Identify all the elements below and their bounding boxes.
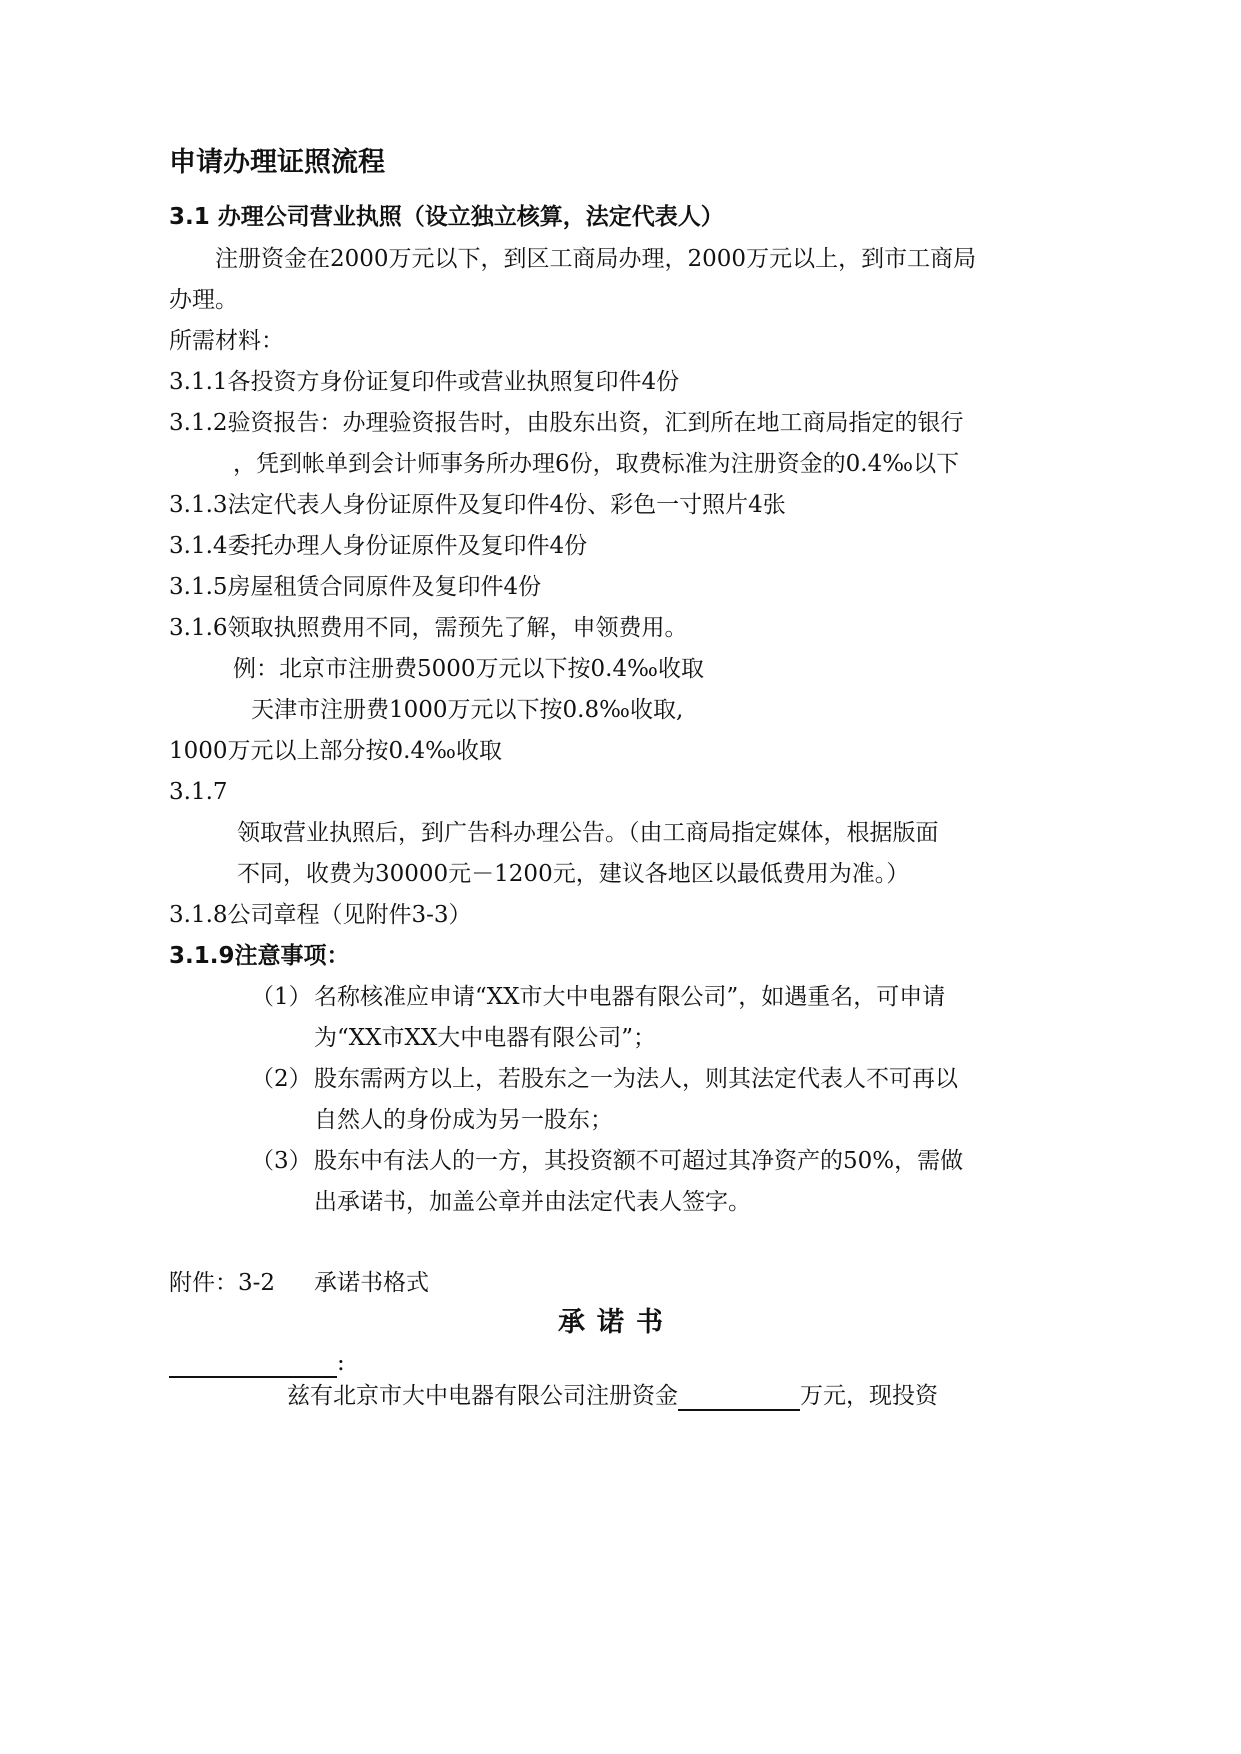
addressee-blank bbox=[169, 1352, 337, 1378]
section-heading: 3.1 办理公司营业执照（设立独立核算，法定代表人） bbox=[169, 204, 724, 230]
example-line-2: 天津市注册费1000万元以下按0.8‰收取, bbox=[251, 697, 684, 723]
example-line-1: 例：北京市注册费5000万元以下按0.4‰收取 bbox=[233, 656, 704, 682]
item-3-1-2-line-2: ，凭到帐单到会计师事务所办理6份，取费标准为注册资金的0.4‰以下 bbox=[233, 451, 960, 477]
note-3-line-2: 出承诺书，加盖公章并由法定代表人签字。 bbox=[314, 1189, 751, 1215]
note-2-line-2: 自然人的身份成为另一股东； bbox=[314, 1107, 613, 1133]
item-3-1-7-number: 3.1.7 bbox=[169, 779, 228, 805]
pledge-colon: : bbox=[337, 1350, 345, 1376]
item-3-1-1: 3.1.1各投资方身份证复印件或营业执照复印件4份 bbox=[169, 369, 680, 395]
note-3-number: （3） bbox=[251, 1148, 312, 1174]
pledge-body-end: 万元，现投资 bbox=[800, 1383, 938, 1409]
pledge-body-line bbox=[287, 1381, 938, 1411]
example-line-3: 1000万元以上部分按0.4‰收取 bbox=[169, 738, 502, 764]
item-3-1-7-line-2: 不同，收费为30000元－1200元，建议各地区以最低费用为准。） bbox=[237, 861, 910, 887]
document-title: 申请办理证照流程 bbox=[169, 147, 385, 178]
pledge-addressee-row bbox=[169, 1348, 345, 1378]
item-3-1-3: 3.1.3法定代表人身份证原件及复印件4份、彩色一寸照片4张 bbox=[169, 492, 786, 518]
item-3-1-9: 3.1.9注意事项： bbox=[169, 943, 350, 969]
item-3-1-8: 3.1.8公司章程（见附件3-3） bbox=[169, 902, 472, 928]
attachment-label: 附件：3-2 bbox=[169, 1270, 276, 1296]
attachment-title: 承诺书格式 bbox=[314, 1270, 429, 1296]
note-1-line-1: 名称核准应申请“XX市大中电器有限公司”，如遇重名，可申请 bbox=[314, 984, 946, 1010]
item-3-1-4: 3.1.4委托办理人身份证原件及复印件4份 bbox=[169, 533, 588, 559]
materials-label: 所需材料： bbox=[169, 328, 284, 354]
intro-line-2: 办理。 bbox=[169, 287, 238, 313]
item-3-1-5: 3.1.5房屋租赁合同原件及复印件4份 bbox=[169, 574, 542, 600]
note-1-number: （1） bbox=[251, 984, 312, 1010]
item-3-1-7-line-1: 领取营业执照后，到广告科办理公告。（由工商局指定媒体，根据版面 bbox=[237, 820, 939, 846]
note-2-line-1: 股东需两方以上，若股东之一为法人，则其法定代表人不可再以 bbox=[314, 1066, 958, 1092]
intro-line-1: 注册资金在2000万元以下，到区工商局办理，2000万元以上，到市工商局 bbox=[215, 246, 977, 272]
item-3-1-6: 3.1.6领取执照费用不同，需预先了解，申领费用。 bbox=[169, 615, 688, 641]
note-1-line-2: 为“XX市XX大中电器有限公司”； bbox=[314, 1025, 657, 1051]
pledge-body-start: 兹有北京市大中电器有限公司注册资金 bbox=[287, 1383, 678, 1409]
item-3-1-2-line-1: 3.1.2验资报告：办理验资报告时，由股东出资，汇到所在地工商局指定的银行 bbox=[169, 410, 964, 436]
note-3-line-1: 股东中有法人的一方，其投资额不可超过其净资产的50%，需做 bbox=[314, 1148, 964, 1174]
note-2-number: （2） bbox=[251, 1066, 312, 1092]
pledge-title: 承诺书 bbox=[558, 1307, 675, 1338]
capital-amount-blank bbox=[678, 1385, 800, 1411]
